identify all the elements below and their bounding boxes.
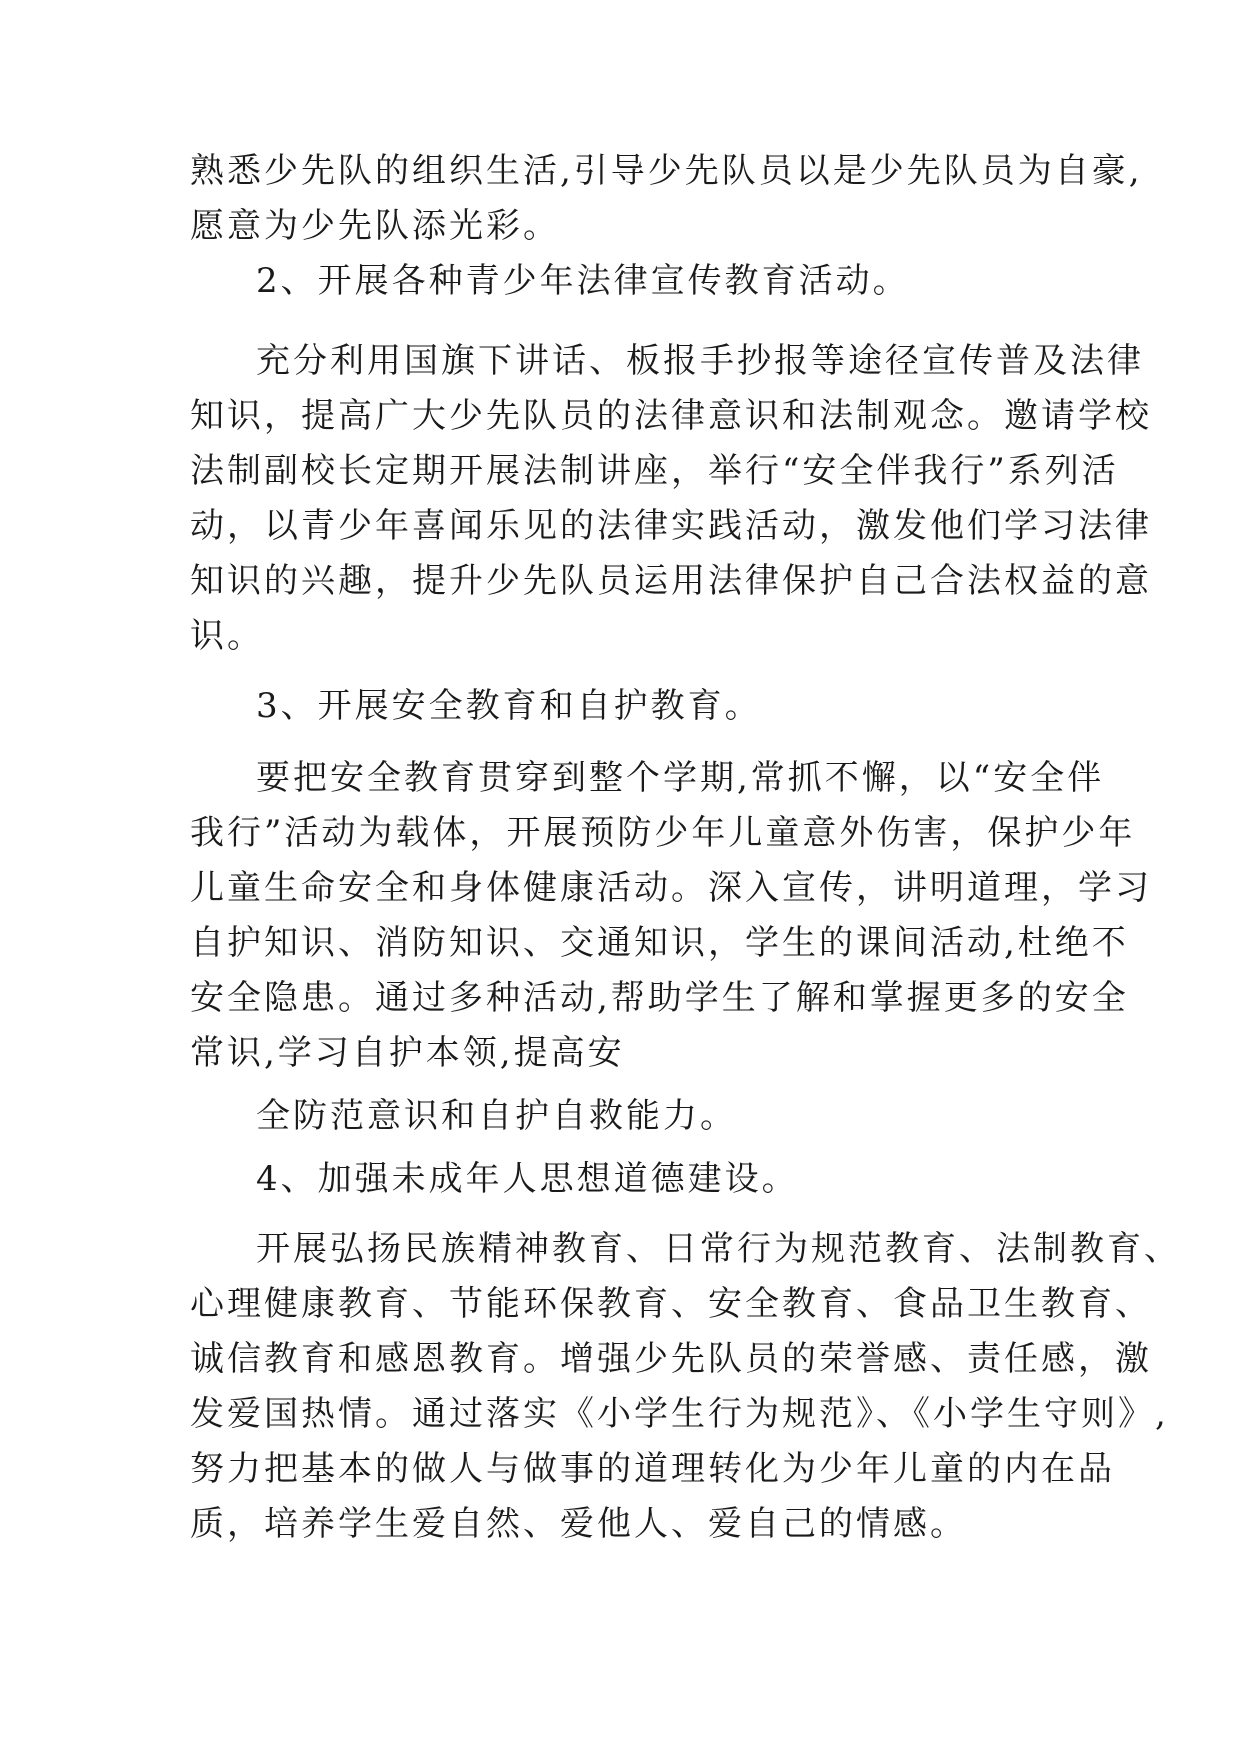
text-line: 4、加强未成年人思想道德建设。	[256, 1159, 799, 1199]
text-line: 开展弘扬民族精神教育、日常行为规范教育、法制教育、	[256, 1229, 1181, 1269]
text-line: 2、开展各种青少年法律宣传教育活动。	[256, 261, 910, 301]
text-line: 充分利用国旗下讲话、板报手抄报等途径宣传普及法律	[256, 341, 1144, 381]
text-line: 常识,学习自护本领,提高安	[190, 1033, 625, 1073]
text-line: 质，培养学生爱自然、爱他人、爱自己的情感。	[190, 1504, 967, 1544]
text-line: 自护知识、消防知识、交通知识，学生的课间活动,杜绝不	[190, 923, 1129, 963]
text-line: 法制副校长定期开展法制讲座，举行“安全伴我行”系列活	[190, 451, 1119, 491]
text-line: 安全隐患。通过多种活动,帮助学生了解和掌握更多的安全	[190, 978, 1129, 1018]
text-line: 知识，提高广大少先队员的法律意识和法制观念。邀请学校	[190, 396, 1152, 436]
text-line: 发爱国热情。通过落实《小学生行为规范》、《小学生守则》,	[190, 1394, 1169, 1434]
text-line: 心理健康教育、节能环保教育、安全教育、食品卫生教育、	[190, 1284, 1152, 1324]
text-line: 努力把基本的做人与做事的道理转化为少年儿童的内在品	[190, 1449, 1115, 1489]
text-line: 儿童生命安全和身体健康活动。深入宣传，讲明道理，学习	[190, 868, 1152, 908]
text-line: 动，以青少年喜闻乐见的法律实践活动，激发他们学习法律	[190, 506, 1152, 546]
text-line: 3、开展安全教育和自护教育。	[256, 686, 762, 726]
text-line: 要把安全教育贯穿到整个学期,常抓不懈，以“安全伴	[256, 758, 1105, 798]
text-line: 愿意为少先队添光彩。	[190, 206, 560, 246]
text-line: 我行”活动为载体，开展预防少年儿童意外伤害，保护少年	[190, 813, 1136, 853]
text-line: 诚信教育和感恩教育。增强少先队员的荣誉感、责任感，激	[190, 1339, 1152, 1379]
text-line: 知识的兴趣，提升少先队员运用法律保护自己合法权益的意	[190, 561, 1152, 601]
text-line: 识。	[190, 616, 264, 656]
text-line: 熟悉少先队的组织生活,引导少先队员以是少先队员为自豪,	[190, 151, 1143, 191]
text-line: 全防范意识和自护自救能力。	[256, 1096, 737, 1136]
